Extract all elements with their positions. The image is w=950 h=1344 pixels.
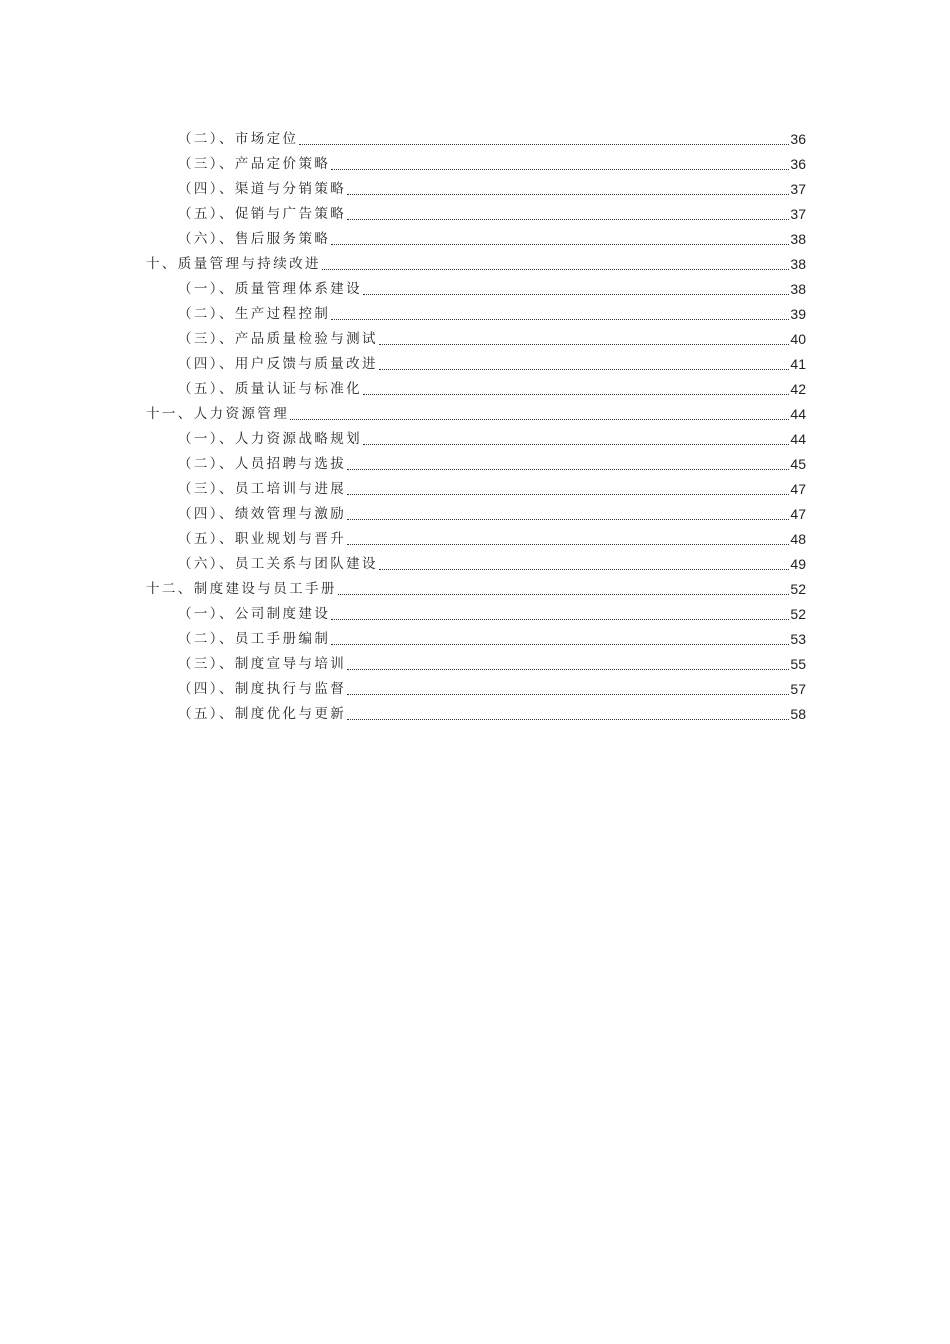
toc-entry-title: （五）、促销与广告策略 xyxy=(178,206,347,222)
toc-entry[interactable] xyxy=(178,149,806,174)
toc-entry-title: （三）、产品质量检验与测试 xyxy=(178,331,378,347)
toc-entry[interactable] xyxy=(178,524,806,549)
toc-entry[interactable] xyxy=(178,699,806,724)
toc-entry-page: 49 xyxy=(790,556,806,572)
toc-entry-title: 十一、人力资源管理 xyxy=(146,406,290,422)
toc-entry-title: （二）、员工手册编制 xyxy=(178,631,331,647)
toc-entry[interactable] xyxy=(178,449,806,474)
toc-entry-page: 38 xyxy=(790,281,806,297)
toc-entry[interactable] xyxy=(178,124,806,149)
toc-entry[interactable] xyxy=(178,424,806,449)
toc-dot-leader xyxy=(363,444,789,445)
toc-dot-leader xyxy=(347,544,789,545)
toc-dot-leader xyxy=(338,594,790,595)
toc-entry[interactable] xyxy=(178,624,806,649)
toc-dot-leader xyxy=(347,519,789,520)
toc-entry-title: （二）、生产过程控制 xyxy=(178,306,331,322)
toc-entry-page: 41 xyxy=(790,356,806,372)
toc-dot-leader xyxy=(347,219,789,220)
toc-entry-page: 52 xyxy=(790,606,806,622)
toc-entry[interactable] xyxy=(178,224,806,249)
toc-entry-page: 38 xyxy=(790,231,806,247)
toc-dot-leader xyxy=(322,269,790,270)
toc-entry[interactable] xyxy=(178,549,806,574)
toc-entry-page: 36 xyxy=(790,156,806,172)
toc-entry-page: 53 xyxy=(790,631,806,647)
toc-entry[interactable] xyxy=(178,199,806,224)
toc-entry[interactable] xyxy=(178,324,806,349)
toc-entry-title: （六）、售后服务策略 xyxy=(178,231,331,247)
toc-dot-leader xyxy=(347,719,789,720)
toc-entry-page: 45 xyxy=(790,456,806,472)
toc-entry-title: 十、质量管理与持续改进 xyxy=(146,256,321,272)
toc-dot-leader xyxy=(363,394,789,395)
toc-entry[interactable] xyxy=(146,249,806,274)
toc-entry-title: （四）、渠道与分销策略 xyxy=(178,181,347,197)
toc-dot-leader xyxy=(363,294,789,295)
toc-entry-page: 37 xyxy=(790,181,806,197)
toc-entry[interactable] xyxy=(178,299,806,324)
toc-entry-page: 39 xyxy=(790,306,806,322)
toc-entry-title: （三）、制度宣导与培训 xyxy=(178,656,347,672)
toc-dot-leader xyxy=(347,694,789,695)
toc-entry[interactable] xyxy=(146,574,806,599)
toc-entry[interactable] xyxy=(178,674,806,699)
toc-dot-leader xyxy=(290,419,789,420)
toc-entry[interactable] xyxy=(178,349,806,374)
toc-entry-page: 40 xyxy=(790,331,806,347)
toc-entry-page: 36 xyxy=(790,131,806,147)
toc-dot-leader xyxy=(379,369,789,370)
toc-dot-leader xyxy=(331,169,789,170)
toc-entry-page: 38 xyxy=(790,256,806,272)
toc-dot-leader xyxy=(331,244,789,245)
toc-dot-leader xyxy=(347,669,789,670)
toc-entry-title: （六）、员工关系与团队建设 xyxy=(178,556,378,572)
toc-entry-page: 37 xyxy=(790,206,806,222)
toc-entry[interactable] xyxy=(178,174,806,199)
toc-entry-page: 48 xyxy=(790,531,806,547)
toc-entry-title: （四）、用户反馈与质量改进 xyxy=(178,356,378,372)
toc-entry[interactable] xyxy=(178,474,806,499)
toc-entry-title: （一）、质量管理体系建设 xyxy=(178,281,363,297)
toc-entry-page: 42 xyxy=(790,381,806,397)
toc-entry-page: 55 xyxy=(790,656,806,672)
toc-dot-leader xyxy=(331,619,789,620)
toc-entry-title: （五）、制度优化与更新 xyxy=(178,706,347,722)
toc-entry-title: （四）、制度执行与监督 xyxy=(178,681,347,697)
toc-entry-page: 57 xyxy=(790,681,806,697)
toc-dot-leader xyxy=(347,494,789,495)
toc-entry-page: 47 xyxy=(790,506,806,522)
toc-dot-leader xyxy=(331,319,789,320)
toc-dot-leader xyxy=(347,469,789,470)
toc-entry-title: 十二、制度建设与员工手册 xyxy=(146,581,337,597)
toc-entry[interactable] xyxy=(146,399,806,424)
toc-entry-title: （三）、员工培训与进展 xyxy=(178,481,347,497)
toc-entry-title: （四）、绩效管理与激励 xyxy=(178,506,347,522)
toc-entry-title: （二）、人员招聘与选拔 xyxy=(178,456,347,472)
toc-entry-page: 44 xyxy=(790,406,806,422)
toc-dot-leader xyxy=(379,344,789,345)
toc-entry-title: （二）、市场定位 xyxy=(178,131,299,147)
toc-entry[interactable] xyxy=(178,374,806,399)
toc-entry-title: （五）、质量认证与标准化 xyxy=(178,381,363,397)
toc-entry-page: 44 xyxy=(790,431,806,447)
toc-entry-title: （一）、人力资源战略规划 xyxy=(178,431,363,447)
toc-dot-leader xyxy=(331,644,789,645)
toc-entry-page: 52 xyxy=(790,581,806,597)
toc-dot-leader xyxy=(347,194,789,195)
toc-entry-page: 47 xyxy=(790,481,806,497)
toc-entry-title: （三）、产品定价策略 xyxy=(178,156,331,172)
toc-entry[interactable] xyxy=(178,274,806,299)
toc-entry-page: 58 xyxy=(790,706,806,722)
toc-entry-title: （五）、职业规划与晋升 xyxy=(178,531,347,547)
toc-dot-leader xyxy=(379,569,789,570)
toc-entry[interactable] xyxy=(178,649,806,674)
toc-entry[interactable] xyxy=(178,499,806,524)
toc-entry-title: （一）、公司制度建设 xyxy=(178,606,331,622)
toc-entry[interactable] xyxy=(178,599,806,624)
toc-dot-leader xyxy=(299,144,789,145)
